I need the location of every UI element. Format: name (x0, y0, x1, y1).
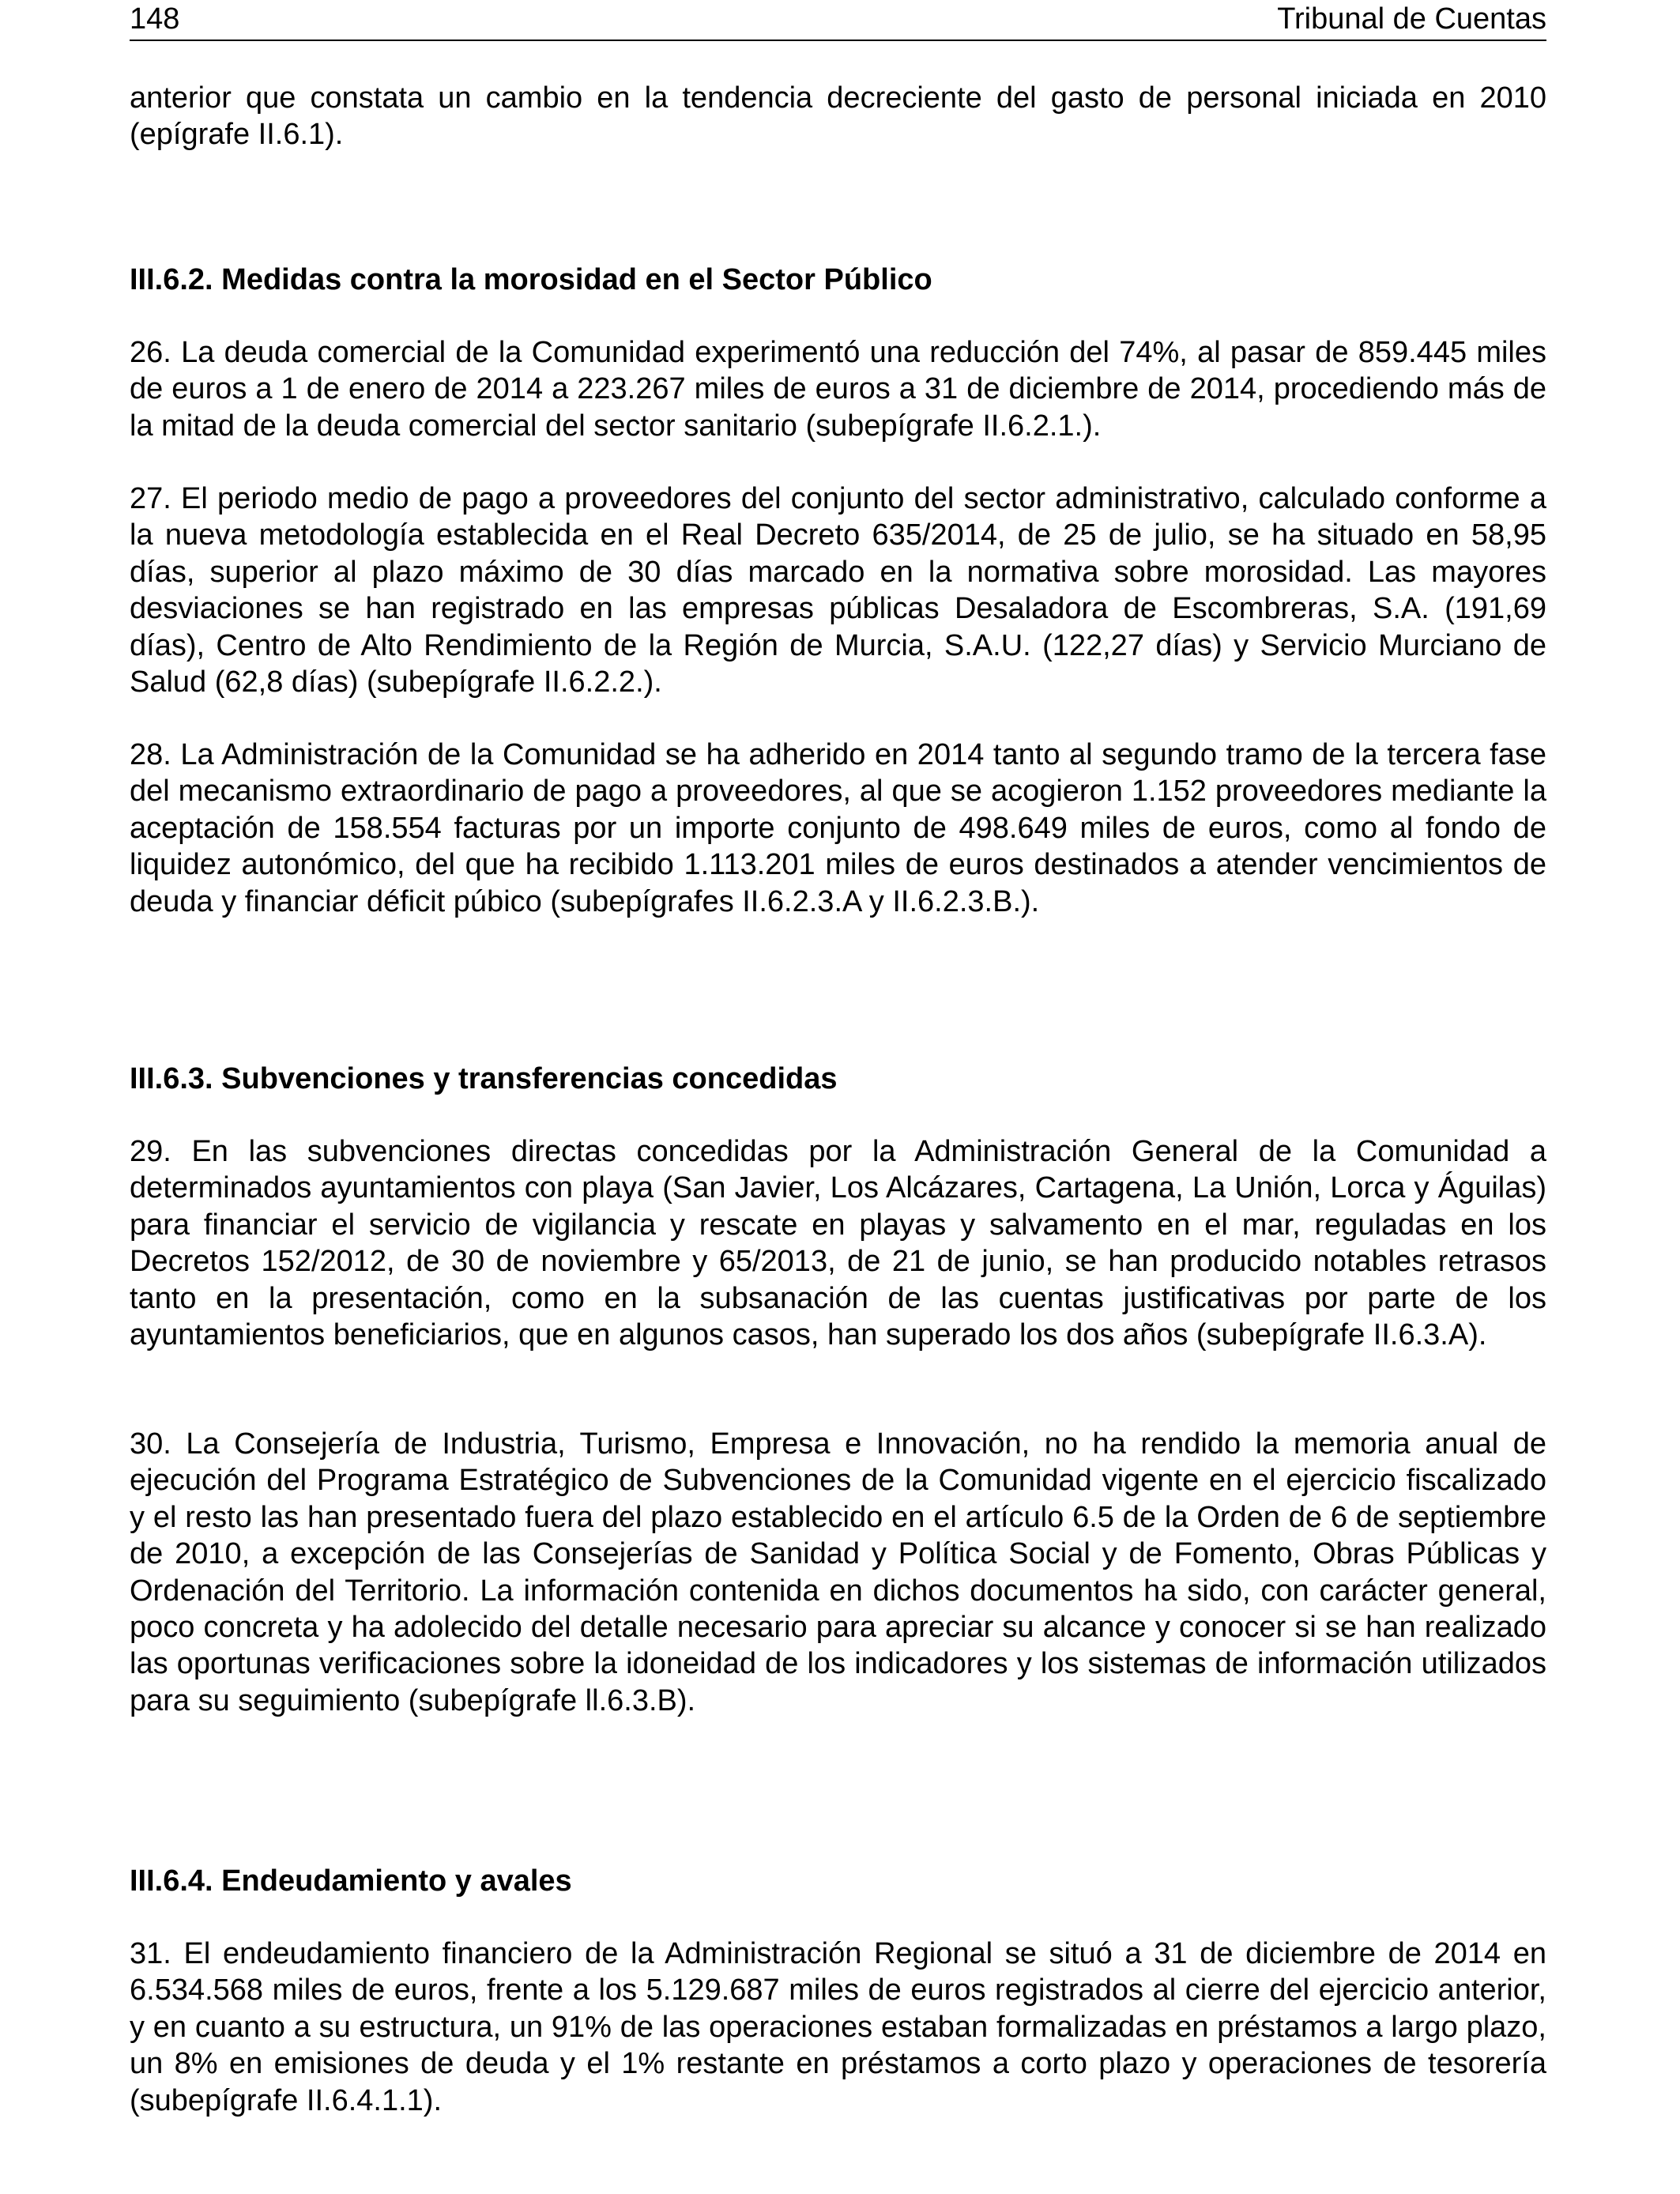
paragraph-28: 28. La Administración de la Comunidad se ha adherido en 2014 tanto al segundo tramo de la tercera fase del mecanismo extraordinario de pago a proveedores, al que se acogieron 1.152 proveedores mediante la aceptación de 158.554 facturas por un importe conjunto de 498.649 miles de euros, como al fondo de liquidez autonómico, del que ha recibido 1.113.201 miles de euros destinados a atender vencimientos de deuda y financiar déficit púbico (subepígrafes II.6.2.3.A y II.6.2.3.B.). (130, 738, 1546, 918)
section-heading-morosidad: III.6.2. Medidas contra la morosidad en el Sector Público (130, 263, 932, 296)
page-number: 148 (130, 2, 180, 36)
paragraph-29: 29. En las subvenciones directas concedidas por la Administración General de la Comunidad a determinados ayuntamientos con playa (San Javier, Los Alcázares, Cartagena, La Unión, Lorca y Águilas) para financiar el servicio de vigilancia y rescate en playas y salvamento en el mar, reguladas en los Decretos 152/2012, de 30 de noviembre y 65/2013, de 21 de junio, se han producido notables retrasos tanto en la presentación, como en la subsanación de las cuentas justificativas por parte de los ayuntamientos beneficiarios, que en algunos casos, han superado los dos años (subepígrafe II.6.3.A). (130, 1135, 1546, 1352)
header-title: Tribunal de Cuentas (1277, 2, 1546, 36)
intro-paragraph: anterior que constata un cambio en la tendencia decreciente del gasto de personal iniciada en 2010 (epígrafe II.6.1). (130, 81, 1546, 152)
document-page (130, 0, 1546, 2194)
paragraph-31: 31. El endeudamiento financiero de la Administración Regional se situó a 31 de diciembre de 2014 en 6.534.568 miles de euros, frente a los 5.129.687 miles de euros registrados al cierre del ejercicio anterior, y en cuanto a su estructura, un 91% de las operaciones estaban formalizadas en préstamos a largo plazo, un 8% en emisiones de deuda y el 1% restante en préstamos a corto plazo y operaciones de tesorería (subepígrafe II.6.4.1.1). (130, 1937, 1546, 2117)
section-heading-endeudamiento: III.6.4. Endeudamiento y avales (130, 1864, 572, 1898)
running-header (130, 0, 1546, 41)
section-heading-subvenciones: III.6.3. Subvenciones y transferencias concedidas (130, 1062, 838, 1095)
paragraph-30: 30. La Consejería de Industria, Turismo, Empresa e Innovación, no ha rendido la memoria anual de ejecución del Programa Estratégico de Subvenciones de la Comunidad vigente en el ejercicio fiscalizado y el resto las han presentado fuera del plazo establecido en el artículo 6.5 de la Orden de 6 de septiembre de 2010, a excepción de las Consejerías de Sanidad y Política Social y de Fomento, Obras Públicas y Ordenación del Territorio. La información contenida en dichos documentos ha sido, con carácter general, poco concreta y ha adolecido del detalle necesario para apreciar su alcance y conocer si se han realizado las oportunas verificaciones sobre la idoneidad de los indicadores y los sistemas de información utilizados para su seguimiento (subepígrafe ll.6.3.B). (130, 1427, 1546, 1717)
paragraph-26: 26. La deuda comercial de la Comunidad experimentó una reducción del 74%, al pasar de 859.445 miles de euros a 1 de enero de 2014 a 223.267 miles de euros a 31 de diciembre de 2014, procediendo más de la mitad de la deuda comercial del sector sanitario (subepígrafe II.6.2.1.). (130, 336, 1546, 443)
paragraph-27: 27. El periodo medio de pago a proveedores del conjunto del sector administrativo, calculado conforme a la nueva metodología establecida en el Real Decreto 635/2014, de 25 de julio, se ha situado en 58,95 días, superior al plazo máximo de 30 días marcado en la normativa sobre morosidad. Las mayores desviaciones se han registrado en las empresas públicas Desaladora de Escombreras, S.A. (191,69 días), Centro de Alto Rendimiento de la Región de Murcia, S.A.U. (122,27 días) y Servicio Murciano de Salud (62,8 días) (subepígrafe II.6.2.2.). (130, 482, 1546, 699)
